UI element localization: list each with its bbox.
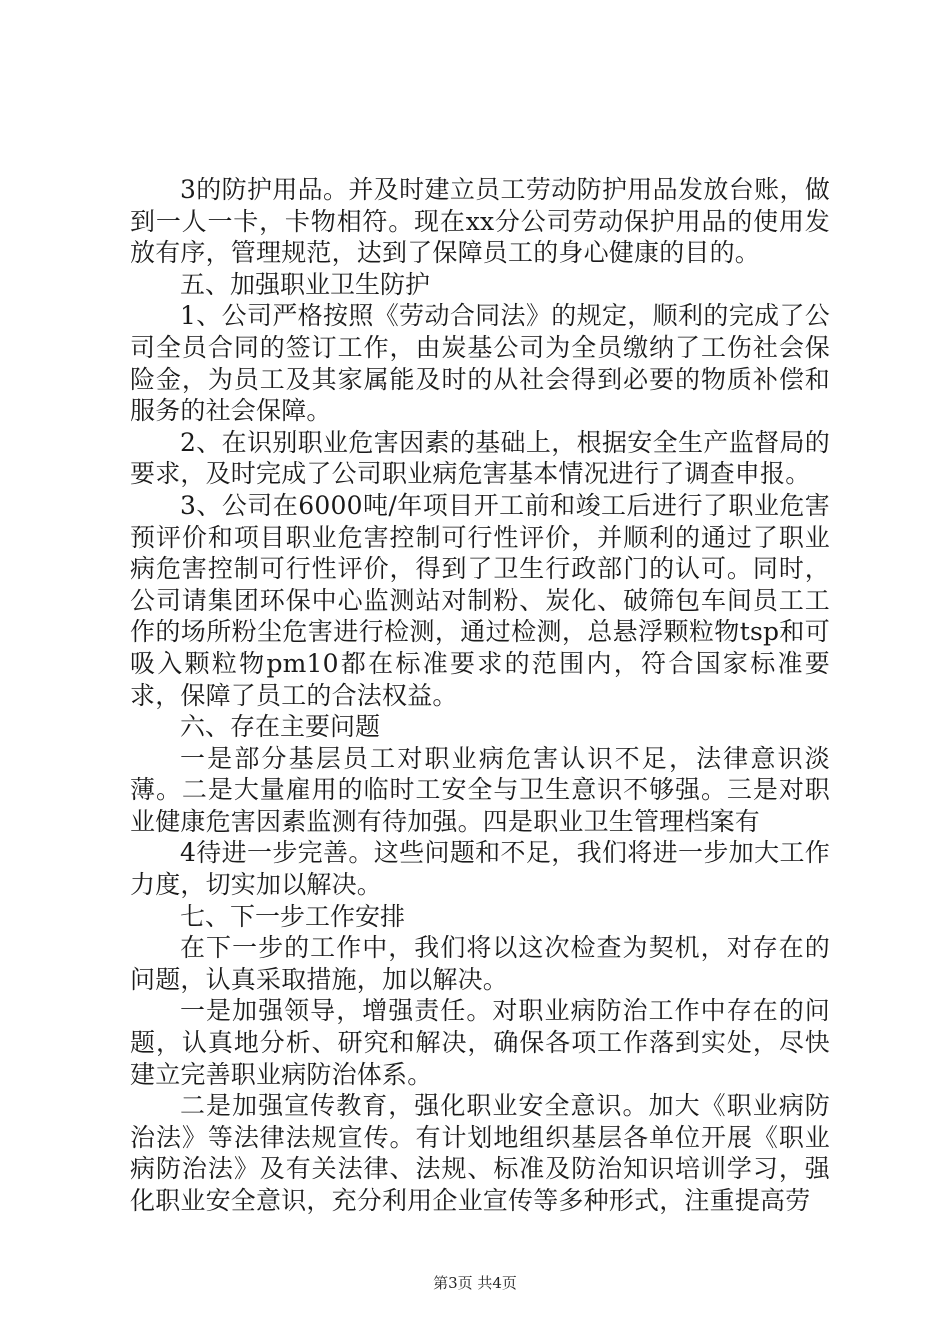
paragraph: 一是部分基层员工对职业病危害认识不足，法律意识淡薄。二是大量雇用的临时工安全与卫生意识不够强。三是对职业健康危害因素监测有待加强。四是职业卫生管理档案有: [130, 743, 830, 836]
document-body: [130, 174, 830, 1217]
paragraph: 在下一步的工作中，我们将以这次检查为契机，对存在的问题，认真采取措施，加以解决。: [130, 933, 830, 994]
section-heading: 六、存在主要问题: [180, 712, 381, 742]
page-number: 第3页 共4页: [433, 1274, 517, 1292]
paragraph: 1、公司严格按照《劳动合同法》的规定，顺利的完成了公司全员合同的签订工作，由炭基公司为全员缴纳了工伤社会保险金，为员工及其家属能及时的从社会得到必要的物质补偿和服务的社会保障。: [130, 301, 830, 426]
paragraph: 4待进一步完善。这些问题和不足，我们将进一步加大工作力度，切实加以解决。: [130, 838, 830, 900]
page-footer: [0, 1272, 950, 1293]
paragraph: 二是加强宣传教育，强化职业安全意识。加大《职业病防治法》等法律法规宣传。有计划地组织基层各单位开展《职业病防治法》及有关法律、法规、标准及防治知识培训学习，强化职业安全意识，充分利用企业宣传等多种形式，注重提高劳: [130, 1091, 830, 1215]
paragraph: 一是加强领导，增强责任。对职业病防治工作中存在的问题，认真地分析、研究和解决，确保各项工作落到实处，尽快建立完善职业病防治体系。: [130, 996, 830, 1089]
section-heading: 五、加强职业卫生防护: [180, 269, 431, 299]
paragraph: 2、在识别职业危害因素的基础上，根据安全生产监督局的要求，及时完成了公司职业病危害基本情况进行了调查申报。: [130, 427, 830, 489]
section-heading: 七、下一步工作安排: [180, 901, 406, 931]
paragraph: 3的防护用品。并及时建立员工劳动防护用品发放台账，做到一人一卡，卡物相符。现在xx分公司劳动保护用品的使用发放有序，管理规范，达到了保障员工的身心健康的目的。: [130, 175, 830, 268]
paragraph: 3、公司在6000吨/年项目开工前和竣工后进行了职业危害预评价和项目职业危害控制可行性评价，并顺利的通过了职业病危害控制可行性评价，得到了卫生行政部门的认可。同时，公司请集团环保中心监测站对制粉、炭化、破筛包车间员工工作的场所粉尘危害进行检测，通过检测，总悬浮颗粒物tsp和可吸入颗粒物pm10都在标准要求的范围内，符合国家标准要求，保障了员工的合法权益。: [130, 490, 830, 710]
